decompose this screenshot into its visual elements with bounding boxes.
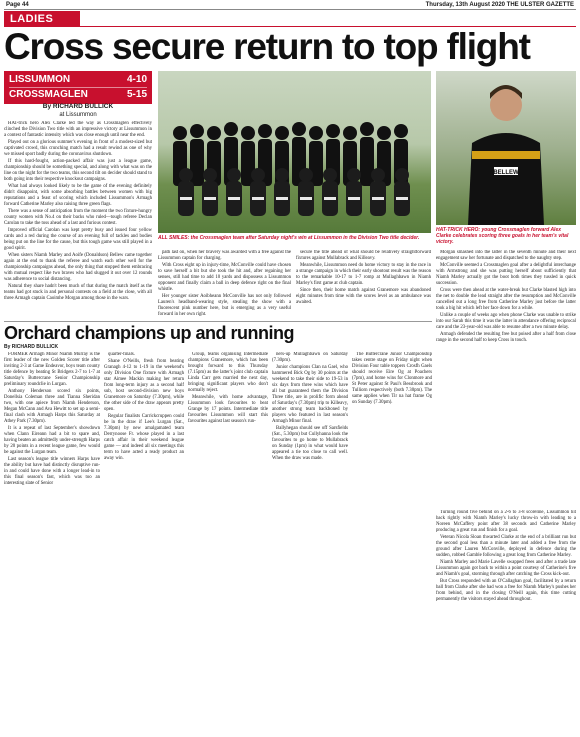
section-label: LADIES [4, 11, 80, 27]
paragraph: FORMER Armagh Minor Niamh Murray is the first leader of the new Golden Scorer title after inviting 2-3 at Game Endeavor, boys team county title defence by beating St Bridgets 2-7 to 1-7 at Saturday's Buttercrane Senior Championship preliminary roundclie in Lurgan. [4, 352, 100, 387]
story-column-3 [296, 250, 431, 318]
team-photo-figures [168, 111, 423, 221]
team-photo-caption: ALL SMILES: the Crossmaglen team after Saturday night's win at Lissummon in the Division Two title decider. [158, 235, 420, 241]
orchard-headline: Orchard champions up and running [4, 323, 295, 343]
paragraph: Anthony Henderson scored six points, Donellsia Coleman three and Tianna Sheridan two, with one apiece from Niamh Henderson, Megan McCann and Ava Hewitt to set up a semi-final clash with Armagh Harps this Saturday at Athey Park (7.30pm). [4, 389, 100, 424]
score-line-home [9, 73, 147, 87]
score-value: 5-15 [126, 89, 147, 100]
team-photo [158, 71, 431, 233]
story-column-5 [436, 510, 576, 734]
paragraph: It is a repeat of last September's showdown when Clann Eireann had a bit to spare and, having beaten an admittedly under-strength Harps by 20 points in a recent league game, few would be against the Lurgan team. [4, 426, 100, 455]
score-box [4, 71, 152, 104]
byline-place: at Lissummon [59, 112, 97, 118]
player-photo-caption: HAT-TRICK HERO: young Crossmaglen forward Alex Clarke celebrates scoring three goals in her team's vital victory. [436, 227, 569, 245]
paragraph: Natural they share hadn't been much of that during the match itself as the teams had got stuck in and personal contests on a field at the close, with all three Armagh captain Caoimhe Morgan among those in the wars. [4, 284, 152, 301]
paragraph: Her younger sister Aoibheann McConville has not only followed Lauren's headband-wearing style, stealing the show with a fluorescent pink number here, but is emerging as a very useful forward in her own right. [158, 294, 291, 317]
paragraph: Group, teams organising Intermediate champions Granemore, which has been brought forward to this Thursday (7.15pm) as the latter's joint club captain Linda Carr gets married the next day, bringing significant players who don't normally reject. [188, 352, 268, 393]
paragraph: There was a sense of anticipation from the moment the two fixture-hungry county women with No.4 on their backs who ruled—tough referee Declan Carolan to take the toss ahead of a last and furious contest. [4, 209, 152, 226]
score-team: LISSUMMON [9, 74, 71, 85]
score-line-away [9, 87, 147, 102]
paragraph: ners-up Mullaghbawn on Saturday (7.30pm). [272, 352, 348, 363]
paragraph: Armagh defended the resulting free but poised after a half from close range in the second half to keep Cross in touch. [436, 332, 576, 343]
player-figure [436, 71, 576, 225]
page-number: Page 44 [6, 2, 29, 8]
orchard-column-4 [272, 352, 348, 734]
paragraph: With Cross eight up in injury-time, McConville could have chosen to save herself a bit but she took the hit and, after regaining her senses, still had time to add 10 yards and dispossess a Lissummon opponent and finally claim a ball in deep defence right on the final whistle. [158, 263, 291, 292]
story-column-1 [4, 121, 152, 317]
header-rule [4, 9, 576, 10]
paragraph: Shane O'Neills, fresh from beating Granagh 4-12 to 1-19 in the weekend's only Division One fixture with Armagh star Aimee Mackin making her return from long-term injury as a second half sub, host second-division new boys Granemore on Saturday (7.30pm), while the other side of the draw appears pretty open. [104, 359, 184, 412]
score-value: 4-10 [126, 74, 147, 85]
paragraph: quarter-finals. [108, 352, 135, 357]
paragraph: The Buttercrane Junior Championship takes centre stage on Friday night when Division Four table toppers Crosfh Gaels should receive Eire Og at Poachers (7pm), and home wins for Clonmore and St Peter against St Paul's Bessbrook and Tulliorn respectively (both 7.30pm). The same applies when Tir na hat frame Og on Sunday (7.30pm). [352, 352, 432, 405]
paragraph: Junior champions Clan na Gael, who hammered Bick Og by 30 points at the weekend to take their side to 19-53 in six days from three wins which have all but guaranteed them the Division Three title, are in prolific form ahead of Saturday's (7.30pm) trip to Killeavy, another strong team backboned by players who featured in last season's Armagh Minor final. [272, 365, 348, 424]
paragraph: Cross were then ahead at the water-break but Clarke blasted high into the net to double the lead straight after the resumption and McConville cancelled out a long free from Catherine Marley just before the latter took a big hit which left her face down for a while. [436, 288, 576, 311]
paragraph: Since then, their home match against Granemore was abandoned eight minutes from time with the scores level as an ambulance was awaited. [296, 288, 431, 305]
paragraph: Meanwhile, Lissummon need do home victory to stay in the race in a strange campaign in which their early shootout result was the reason to the remarkable 10-17 to 1-7 romp at Mullaghbawn in Niamh Marley's first game at club captain. [296, 263, 431, 286]
paragraph: HAT-trick hero Alex Clarke led the way as Crossmaglen effectively clinched the Division Two title with an impressive victory at Lissummon in a contest of fantastic intensity which was close enough until near the end. [4, 121, 152, 138]
player-photo [436, 71, 576, 225]
paragraph: Veteran Nicola Sloan thwarted Clarke at the end of a brilliant run but the second goal less than a minute later and added a free from the ground after Lauren McConville, deployed in defence during the sudden, robbed Gamble following a great long from Catherine Marley. [436, 535, 576, 558]
paragraph: Meanwhile, with home advantage, Lissummon look favourites to beat Grange by 17 points. Intermediate title favourites Lissummon will start this favourites against last season's run- [188, 395, 268, 424]
orchard-rule [4, 321, 432, 322]
issue-date: Thursday, 13th August 2020 THE ULSTER GAZETTE [425, 2, 574, 8]
paragraph: Improved official Carolan was kept pretty busy and issued four yellow cards and a red during the course of an evening full of tackles and bodies being put on the line for the cause, but this tough game was still played in a good spirit. [4, 228, 152, 251]
orchard-column-3 [188, 352, 268, 734]
paragraph: But Cross responded with an O'Callaghan goal, facilitated by a return ball from Clarke after she had won a free for Niamh Marley's pushes her from behind, and in the closing O'Neill again, this time cutting permanently the visitors stayed ahead throughout. [436, 579, 576, 602]
orchard-column-1 [4, 352, 100, 734]
paragraph: Last season's league title winners Harps have the ability but have had distinctly disruptive run-in and could have done with a longer lead-in to this final season's fast, which was too an interesting slate of Senior [4, 457, 100, 486]
orchard-byline: By RICHARD BULLICK [4, 344, 59, 350]
paragraph: Turning round five behind on a 2-6 to 3-8 scoreline, Lissummon hit back rightly with Niamh Marley's lucky throw-in with leading to a Noreen McCaffery point after 38 seconds and Catherine Marley producing a great run and finish for a goal. [436, 510, 576, 533]
paragraph: Played out on a glorious summer's evening in front of a modest-sized but captivated crowd, this crunching match had a result rewind as one of why we missed sport badly during the coronavirus shutdown. [4, 140, 152, 157]
paragraph: Regular finalists Carrickcruppen could be in the draw if Lee's Lurgan (Sat., 7.30pm) by new amalgamated team Derrynoose Fr. whose played in a last catch affair in their weekend league game — and indeed all six meetings this term to have acted a ready product an away win. [104, 414, 184, 461]
main-headline: Cross secure return to top flight [4, 26, 530, 67]
story-column-4 [436, 250, 576, 506]
paragraph: If this hard-fought, action-packed affair was just a league game, championship should be something special, and along with what was on the line on the night for the two teams, this second tilt on decider should stand to both going into their respective knockout campaigns. [4, 159, 152, 182]
story-column-2 [158, 250, 291, 318]
paragraph: Niamh Marley and Marie Lavelle swapped frees and after a trade late Lissummon again got back to within a point courtesy of Catherine's five and Niamh's goal, storming through after catching the Cross kick-out. [436, 560, 576, 577]
score-team: CROSSMAGLEN [9, 89, 88, 100]
paragraph: When sisters Niamh Marley and Aoife (Donaldson) Bellew came together again at the end to thank the referee and watch each other well for the championship campaigns ahead, the only thing that stopped them embracing with mutual respect like two braves who had slugged it out over 12 rounds was adherence to social distancing. [4, 253, 152, 282]
paragraph: Ballyhegan should see off Sarsfields (Sat., 5.30pm) but Cullyhanna look the favourites to go home to Mullabrack on Sunday (1pm) in what would have appeared a tie too close to call well. When the draw was made. [272, 426, 348, 461]
paragraph: McConville seemed a Crossmaglen goal after a delightful interchange with Armstrong and she was putting herself about sufficiently that Niamh Marley actually got the boot both times they tussled in quick succession. [436, 263, 576, 286]
jersey-text: BELLEW [493, 170, 519, 176]
orchard-column-2 [104, 352, 184, 734]
byline-name: By RICHARD BULLICK [42, 103, 114, 110]
byline [4, 103, 152, 119]
paragraph: path last on, when her bravery was awarded with a free against the Lissummon captain for charging. [158, 250, 291, 261]
paragraph: What had always looked likely to be the game of the evening definitely didn't disappoint, with some absorbing battles between women with big reputations and a feast of scoring which included Lissummon's Armagh forward Catherine Marley also raising three green flags. [4, 184, 152, 207]
page-header [0, 0, 580, 10]
orchard-column-5 [352, 352, 432, 734]
paragraph: Morgan smashed into the latter in the seventh minute and their next engagement saw her fortunate and dispatched to the naughty step. [436, 250, 576, 261]
paragraph: secure the title ahead of what should be relatively straightforward fixtures against Mullabrack and Killeavy. [296, 250, 431, 261]
paragraph: Unlike a couple of weeks ago when phone Clarke was unable to strike into our Sarah this time it was the latter in attendance offering reciprocal care and the 23-year-old was able to resume after a two minute delay. [436, 313, 576, 330]
